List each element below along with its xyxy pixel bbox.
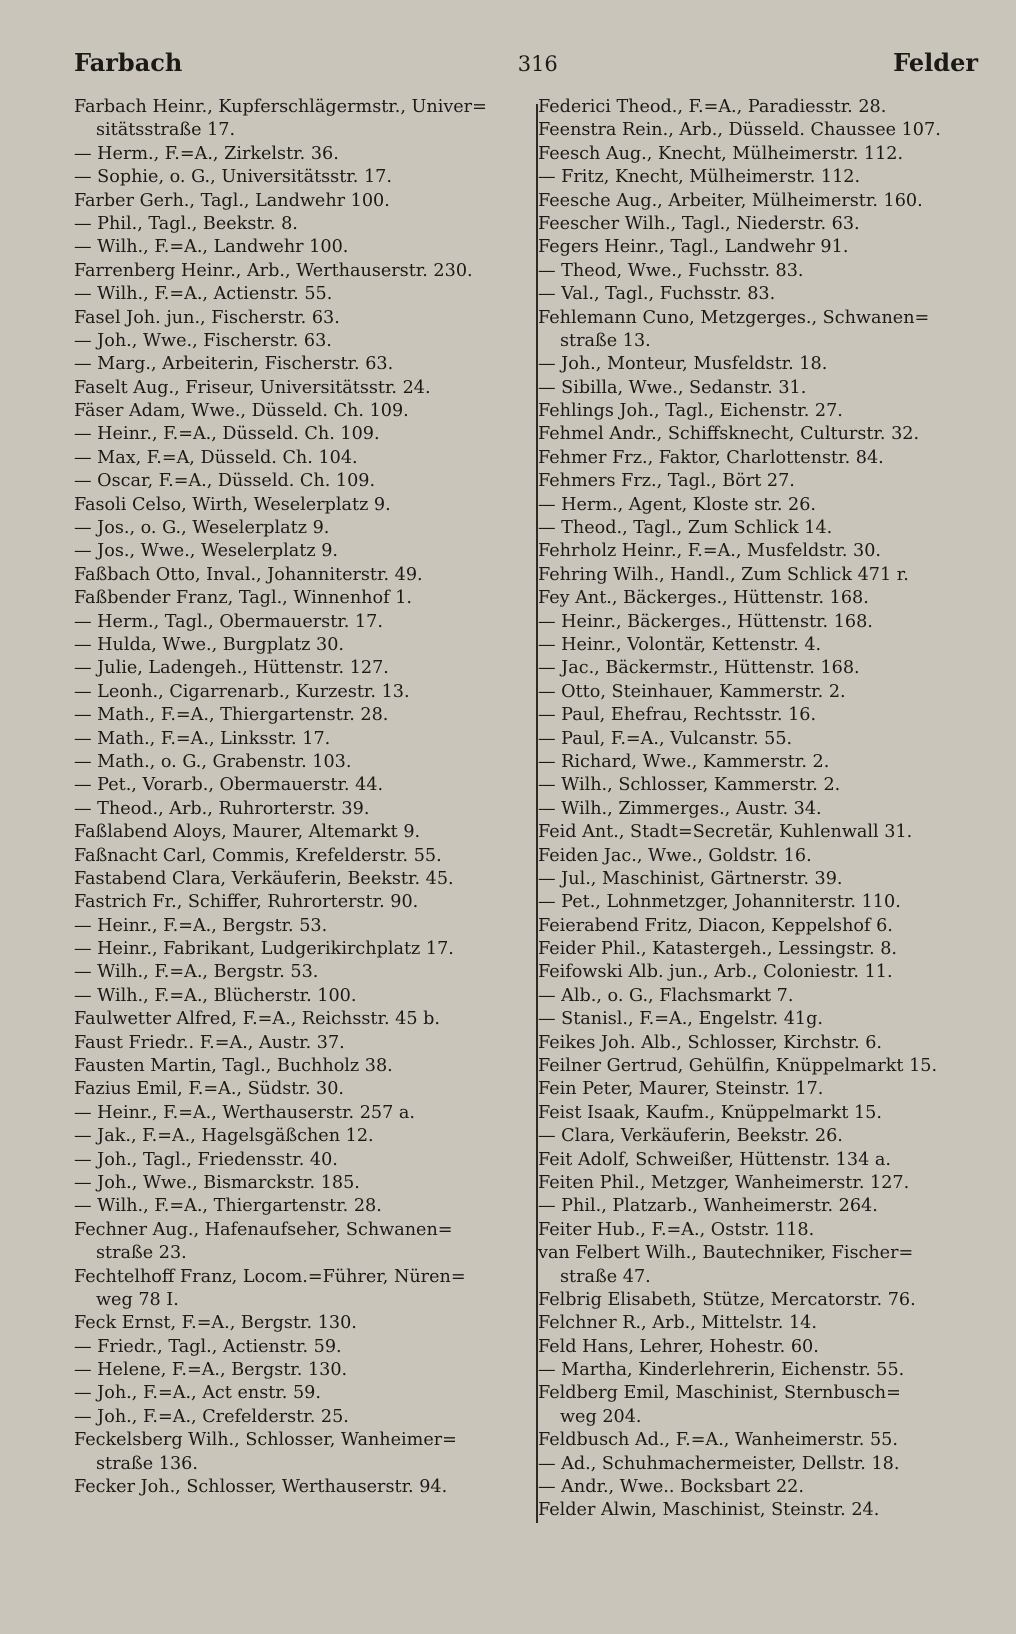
header-left-word: Farbach [74,48,183,77]
directory-entry-line: — Heinr., F.=A., Werthauserstr. 257 a. [74,1102,415,1123]
directory-entry-line: — Jos., o. G., Weselerplatz 9. [74,518,330,539]
directory-entry-line: — Joh., Tagl., Friedensstr. 40. [74,1149,338,1170]
directory-entry-line: Fehring Wilh., Handl., Zum Schlick 471 r. [538,564,909,585]
directory-entry-line: — Phil., Tagl., Beekstr. 8. [74,213,298,234]
directory-entry-line: — Wilh., F.=A., Actienstr. 55. [74,284,333,305]
directory-entry-line: Feenstra Rein., Arb., Düsseld. Chaussee 107. [538,120,941,141]
directory-entry-line: — Marg., Arbeiterin, Fischerstr. 63. [74,354,394,375]
directory-entry-line: Feist Isaak, Kaufm., Knüppelmarkt 15. [538,1102,882,1123]
directory-entry-line: Feid Ant., Stadt=Secretär, Kuhlenwall 31. [538,822,913,843]
directory-entry-line: — Fritz, Knecht, Mülheimerstr. 112. [538,167,861,188]
directory-entry-line: Felbrig Elisabeth, Stütze, Mercatorstr. 76. [538,1289,916,1310]
directory-entry-line: — Oscar, F.=A., Düsseld. Ch. 109. [74,471,376,492]
directory-entry-line: Fehmers Frz., Tagl., Bört 27. [538,471,795,492]
page-header [74,48,978,88]
directory-entry-line: — Jak., F.=A., Hagelsgäßchen 12. [74,1126,374,1147]
directory-entry-line: Fastrich Fr., Schiffer, Ruhrorterstr. 90. [74,892,419,913]
directory-entry-line: Faulwetter Alfred, F.=A., Reichsstr. 45 b. [74,1009,440,1030]
directory-entry-line: Faßlabend Aloys, Maurer, Altemarkt 9. [74,822,421,843]
directory-entry-line: — Martha, Kinderlehrerin, Eichenstr. 55. [538,1360,905,1381]
directory-entry-line: — Otto, Steinhauer, Kammerstr. 2. [538,681,846,702]
directory-entry-line: Fey Ant., Bäckerges., Hüttenstr. 168. [538,588,869,609]
directory-entry-line: — Clara, Verkäuferin, Beekstr. 26. [538,1126,843,1147]
directory-entry-line: — Ad., Schuhmachermeister, Dellstr. 18. [538,1453,900,1474]
directory-entry-line: weg 204. [560,1406,642,1427]
directory-entry-line: — Alb., o. G., Flachsmarkt 7. [538,985,794,1006]
directory-entry-line: — Andr., Wwe.. Bocksbart 22. [538,1477,804,1498]
directory-entry-line: — Friedr., Tagl., Actienstr. 59. [74,1336,342,1357]
directory-entry-line: Fehmel Andr., Schiffsknecht, Culturstr. 32. [538,424,920,445]
directory-entry-line: — Max, F.=A, Düsseld. Ch. 104. [74,447,358,468]
directory-entry-line: Feider Phil., Katastergeh., Lessingstr. 8. [538,939,897,960]
directory-entry-line: — Wilh., F.=A., Blücherstr. 100. [74,985,357,1006]
directory-entry-line: Feckelsberg Wilh., Schlosser, Wanheimer= [74,1430,457,1451]
directory-entry-line: Faust Friedr.. F.=A., Austr. 37. [74,1032,345,1053]
directory-entry-line: — Paul, F.=A., Vulcanstr. 55. [538,728,793,749]
directory-entry-line: Farber Gerh., Tagl., Landwehr 100. [74,190,390,211]
page-number: 316 [517,52,558,76]
directory-entry-line: Feldberg Emil, Maschinist, Sternbusch= [538,1383,901,1404]
directory-entry-line: Fehlings Joh., Tagl., Eichenstr. 27. [538,401,843,422]
directory-entry-line: — Math., o. G., Grabenstr. 103. [74,751,352,772]
directory-entry-line: Feit Adolf, Schweißer, Hüttenstr. 134 a. [538,1149,891,1170]
directory-entry-line: Farrenberg Heinr., Arb., Werthauserstr. 230. [74,260,473,281]
directory-entry-line: — Leonh., Cigarrenarb., Kurzestr. 13. [74,681,410,702]
directory-entry-line: Fecker Joh., Schlosser, Werthauserstr. 94. [74,1477,448,1498]
directory-entry-line: van Felbert Wilh., Bautechniker, Fischer= [538,1243,914,1264]
directory-entry-line: — Joh., F.=A., Crefelderstr. 25. [74,1406,349,1427]
directory-entry-line: straße 47. [560,1266,651,1287]
directory-entry-line: Faselt Aug., Friseur, Universitätsstr. 24. [74,377,431,398]
directory-entry-line: — Richard, Wwe., Kammerstr. 2. [538,751,830,772]
directory-entry-line: Fein Peter, Maurer, Steinstr. 17. [538,1079,824,1100]
directory-entry-line: — Math., F.=A., Linksstr. 17. [74,728,331,749]
directory-entry-line: Fehlemann Cuno, Metzgerges., Schwanen= [538,307,930,328]
directory-entry-line: Faßnacht Carl, Commis, Krefelderstr. 55. [74,845,442,866]
directory-entry-line: — Jos., Wwe., Weselerplatz 9. [74,541,339,562]
directory-entry-line: straße 23. [96,1243,187,1264]
directory-entry-line: — Herm., F.=A., Zirkelstr. 36. [74,143,339,164]
directory-entry-line: Fasoli Celso, Wirth, Weselerplatz 9. [74,494,391,515]
directory-entry-line: Fastabend Clara, Verkäuferin, Beekstr. 45. [74,868,454,889]
directory-entry-line: — Phil., Platzarb., Wanheimerstr. 264. [538,1196,878,1217]
directory-entry-line: — Wilh., Zimmerges., Austr. 34. [538,798,822,819]
directory-entry-line: — Math., F.=A., Thiergartenstr. 28. [74,705,389,726]
directory-entry-line: — Heinr., Volontär, Kettenstr. 4. [538,634,822,655]
directory-entry-line: — Sophie, o. G., Universitätsstr. 17. [74,167,392,188]
directory-entry-line: — Paul, Ehefrau, Rechtsstr. 16. [538,705,817,726]
directory-entry-line: Fechner Aug., Hafenaufseher, Schwanen= [74,1219,453,1240]
directory-entry-line: — Stanisl., F.=A., Engelstr. 41g. [538,1009,823,1030]
directory-entry-line: Feescher Wilh., Tagl., Niederstr. 63. [538,213,860,234]
directory-entry-line: Feifowski Alb. jun., Arb., Coloniestr. 11. [538,962,893,983]
left-column [74,96,514,1523]
column-divider [536,104,538,1523]
directory-entry-line: — Wilh., F.=A., Bergstr. 53. [74,962,319,983]
directory-entry-line: — Herm., Agent, Kloste str. 26. [538,494,816,515]
right-column [538,96,978,1523]
directory-entry-line: Fegers Heinr., Tagl., Landwehr 91. [538,237,849,258]
directory-entry-line: Farbach Heinr., Kupferschlägermstr., Univer= [74,97,487,117]
directory-entry-line: — Heinr., Bäckerges., Hüttenstr. 168. [538,611,873,632]
directory-entry-line: — Herm., Tagl., Obermauerstr. 17. [74,611,383,632]
directory-entry-line: — Wilh., F.=A., Landwehr 100. [74,237,349,258]
directory-entry-line: Feierabend Fritz, Diacon, Keppelshof 6. [538,915,893,936]
directory-entry-line: Feilner Gertrud, Gehülfin, Knüppelmarkt 15. [538,1056,938,1077]
directory-entry-line: Fehrholz Heinr., F.=A., Musfeldstr. 30. [538,541,881,562]
directory-entry-line: — Heinr., F.=A., Bergstr. 53. [74,915,328,936]
directory-entry-line: — Julie, Ladengeh., Hüttenstr. 127. [74,658,389,679]
directory-entry-line: Federici Theod., F.=A., Paradiesstr. 28. [538,97,887,117]
entry-columns [74,96,978,1523]
directory-entry-line: Feiten Phil., Metzger, Wanheimerstr. 127. [538,1172,910,1193]
directory-entry-line: — Wilh., F.=A., Thiergartenstr. 28. [74,1196,382,1217]
directory-entry-line: Feesch Aug., Knecht, Mülheimerstr. 112. [538,143,904,164]
directory-entry-line: Feesche Aug., Arbeiter, Mülheimerstr. 160. [538,190,923,211]
directory-entry-line: — Jac., Bäckermstr., Hüttenstr. 168. [538,658,860,679]
directory-entry-line: straße 136. [96,1453,198,1474]
directory-entry-line: — Joh., Monteur, Musfeldstr. 18. [538,354,828,375]
directory-entry-line: — Joh., Wwe., Fischerstr. 63. [74,330,332,351]
directory-entry-line: — Helene, F.=A., Bergstr. 130. [74,1360,348,1381]
directory-entry-line: Feldbusch Ad., F.=A., Wanheimerstr. 55. [538,1430,898,1451]
directory-entry-line: Felder Alwin, Maschinist, Steinstr. 24. [538,1500,880,1521]
directory-entry-line: Feiden Jac., Wwe., Goldstr. 16. [538,845,812,866]
directory-entry-line: — Theod., Arb., Ruhrorterstr. 39. [74,798,370,819]
directory-entry-line: Feld Hans, Lehrer, Hohestr. 60. [538,1336,819,1357]
directory-entry-line: — Wilh., Schlosser, Kammerstr. 2. [538,775,841,796]
directory-entry-line: Faßbach Otto, Inval., Johanniterstr. 49. [74,564,423,585]
directory-entry-line: sitätsstraße 17. [96,120,236,141]
directory-entry-line: Feck Ernst, F.=A., Bergstr. 130. [74,1313,357,1334]
directory-entry-line: — Theod., Tagl., Zum Schlick 14. [538,518,833,539]
directory-entry-line: — Theod, Wwe., Fuchsstr. 83. [538,260,804,281]
directory-entry-line: — Sibilla, Wwe., Sedanstr. 31. [538,377,807,398]
directory-entry-line: Fehmer Frz., Faktor, Charlottenstr. 84. [538,447,884,468]
directory-entry-line: — Joh., F.=A., Act enstr. 59. [74,1383,321,1404]
directory-entry-line: weg 78 I. [96,1289,179,1310]
directory-entry-line: — Val., Tagl., Fuchsstr. 83. [538,284,776,305]
header-right-word: Felder [893,48,978,77]
directory-entry-line: — Joh., Wwe., Bismarckstr. 185. [74,1172,360,1193]
directory-entry-line: Fechtelhoff Franz, Locom.=Führer, Nüren= [74,1266,466,1287]
directory-entry-line: — Pet., Lohnmetzger, Johanniterstr. 110. [538,892,901,913]
directory-entry-line: — Heinr., Fabrikant, Ludgerikirchplatz 17. [74,939,454,960]
directory-entry-line: — Hulda, Wwe., Burgplatz 30. [74,634,344,655]
directory-entry-line: Fasel Joh. jun., Fischerstr. 63. [74,307,340,328]
directory-entry-line: Feikes Joh. Alb., Schlosser, Kirchstr. 6. [538,1032,883,1053]
directory-entry-line: Faßbender Franz, Tagl., Winnenhof 1. [74,588,412,609]
directory-entry-line: straße 13. [560,330,651,351]
directory-entry-line: Fäser Adam, Wwe., Düsseld. Ch. 109. [74,401,409,422]
directory-entry-line: — Heinr., F.=A., Düsseld. Ch. 109. [74,424,380,445]
directory-entry-line: Fausten Martin, Tagl., Buchholz 38. [74,1056,393,1077]
directory-entry-line: — Jul., Maschinist, Gärtnerstr. 39. [538,868,843,889]
directory-entry-line: Felchner R., Arb., Mittelstr. 14. [538,1313,817,1334]
directory-entry-line: — Pet., Vorarb., Obermauerstr. 44. [74,775,384,796]
directory-entry-line: Fazius Emil, F.=A., Südstr. 30. [74,1079,344,1100]
directory-entry-line: Feiter Hub., F.=A., Oststr. 118. [538,1219,815,1240]
